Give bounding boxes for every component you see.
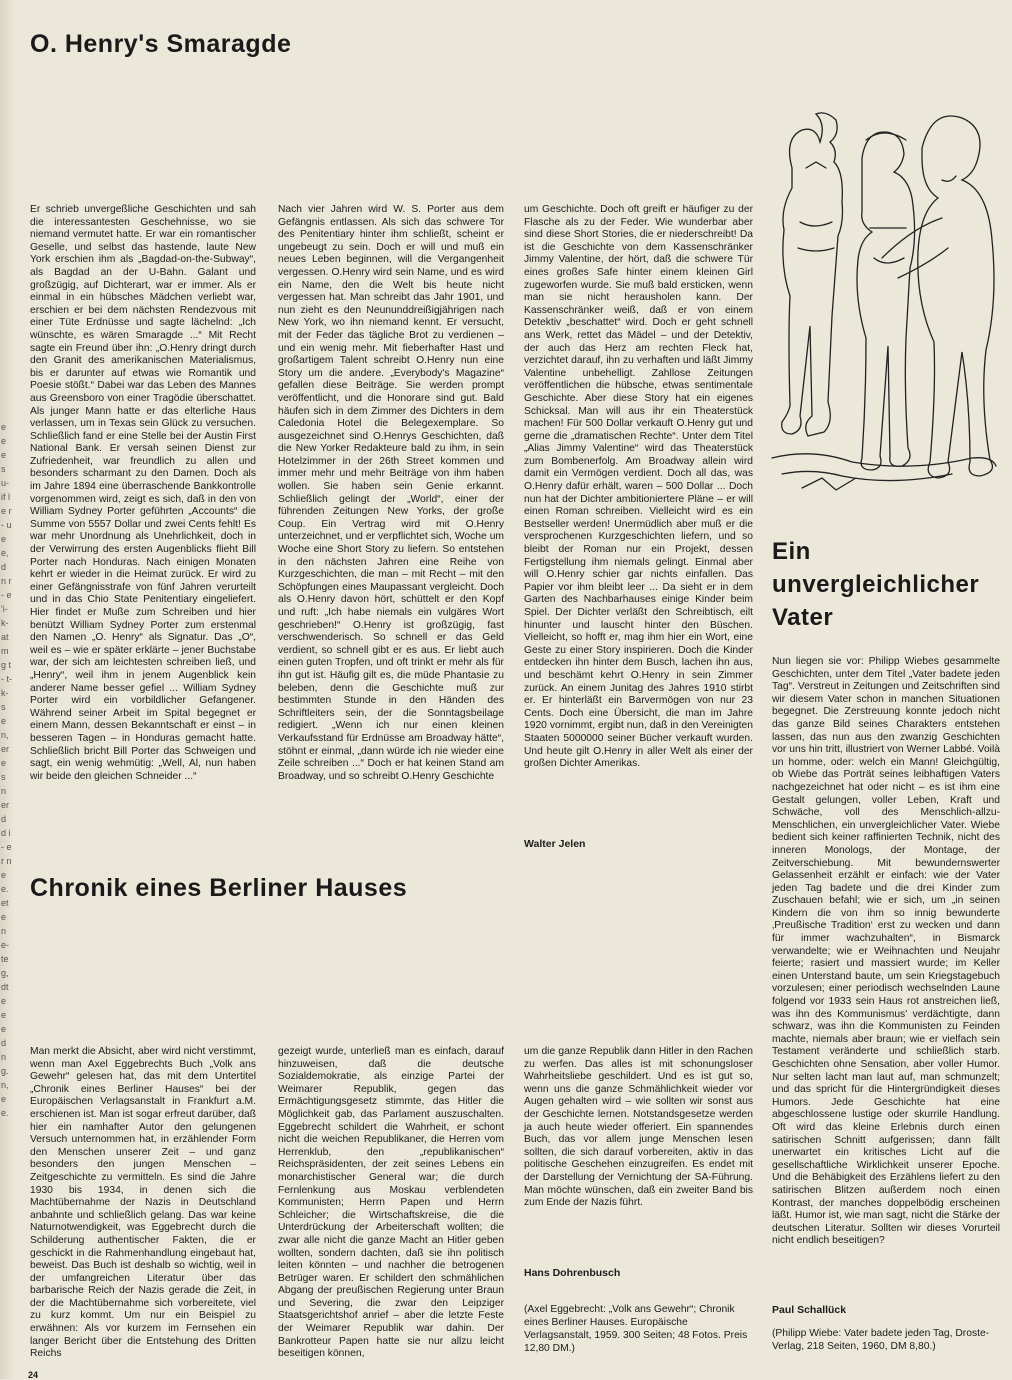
chronik-column-2: gezeigt wurde, unterließ man es einfach, darauf hinzuweisen, daß die deutsche Sozialdemokratie, als einzige Partei der Weimarer Republik, gegen das Ermächtigungsgesetz stimmte, das Hitler die Möglichkeit gab, das Parlament auszuschalten. Eggebrecht schildert die Wahrheit, er schont nicht die weichen Republikaner, die Herren vom Herrenklub, den „republikanischen“ Reichspräsidenten, der zeit seines Lebens ein monarchistischer General war; die durch Fernlenkung aus Moskau verblendeten Kommunisten; Herrn Papen und Herrn Schleicher; die Wirtschaftskreise, die die Unterdrückung der Arbeiterschaft wollten; die zwar alle nicht die ganze Macht an Hitler geben wollten, sondern dachten, daß sie ihn politisch leiten könnten – und nachher die betrogenen Betrüger waren. Er schildert den schmählichen Abgang der preußischen Regierung unter Braun und Severing, die zwar den Leipziger Staatsgerichtshof anrief – aber die letzte Feste der Weimarer Republik war dahin. Der Bankrotteur Papen hatte sie nur allzu leicht beseitigen können, — [278, 1046, 504, 1360]
article-title-vater: Ein unvergleichlicher Vater — [772, 538, 980, 631]
chronik-bibliography: (Axel Eggebrecht: „Volk ans Gewehr“; Chronik eines Berliner Hauses. Europäische Verlagsanstalt, 1959. 300 Seiten; 48 Fotos. Preis 12,80 DM.) — [524, 1304, 748, 1354]
page-gutter — [0, 0, 14, 1379]
ground-scribble — [772, 454, 996, 490]
ohenry-column-3: um Geschichte. Doch oft greift er häufiger zu der Flasche als zu der Feder. Wie wunderbar aber sind diese Short Stories, die er niederschreibt! Da ist die Geschichte von dem Kassenschränker Jimmy Valentine, der hört, daß die schwere Tür eines großes Safe hinter einem kleinen Girl zugeworfen wurde. Sie muß bald ersticken, wenn man sie nicht herausholen kann. Der Kassenschränker weiß, daß er von einem Detektiv „beschattet“ wird. Doch er geht schnell ans Werk, rettet das Mädel – und der Detektiv, der auch das Herz am rechten Fleck hat, verzichtet darauf, ihn zu verhaften und läßt Jimmy Valentine unbehelligt. Zahllose Zeitungen veröffentlichen die hübsche, etwas sentimentale Geschichte. Aber diese Story hat ein eigenes Schicksal. Man will aus ihr ein Theaterstück machen! Für 500 Dollar verkauft O.Henry gut und gerne die „dramatischen Rechte“. Unter dem Titel „Alias Jimmy Valentine“ wird das Theaterstück zum Bombenerfolg. Am Broadway allein wird damit ein Vermögen verdient. Doch all das, was O.Henry dafür erhält, waren – 500 Dollar ... Doch nun hat der Dichter ambitioniertere Pläne – er will einen Roman schreiben. Vielleicht wird es ein Bestseller werden! Unermüdlich aber muß er die versprochenen Kurzgeschichten liefern, und so bleibt der Roman nur ein Projekt, dessen Fertigstellung ihm niemals gelingt. Einmal aber will O.Henry schier gar nichts einfallen. Das Papier vor ihm bleibt leer ... Da sieht er in dem Garten des Nachbarhauses einige Kinder beim Spiel. Der Dichter verläßt den Schreibtisch, eilt hinunter und lauscht hinter den Büschen. Vielleicht, so hofft er, mag ihm hier ein Wort, eine Geste zu einer Story inspirieren. Doch die Kinder entdecken ihn hinter dem Busch, lachen ihn aus, und beschämt kehrt O.Henry in sein Zimmer zurück. An einem Junitag des Jahres 1910 stirbt er. Er hinterläßt ein Barvermögen von nur 23 Cents. Doch eine Übersicht, die man im Jahre 1920 vornimmt, ergibt nun, daß in den Vereinigten Staaten 5000000 seiner Bücher verkauft wurden. Und heute gilt O.Henry in aller Welt als einer der großen Dichter Amerikas. — [524, 204, 753, 770]
vater-author: Paul Schallück — [772, 1304, 847, 1316]
gutter-text-fragments: e e e s u- if le r- u e e, d n r- e 'i- k- at m g t- t- k- s e n, er e s n er d d i- er n e e. et e n e- te g, dt e e e d n g. n, e e. — [1, 422, 15, 1118]
chronik-author: Hans Dohrenbusch — [524, 1267, 621, 1279]
chronik-column-3: um die ganze Republik dann Hitler in den Rachen zu werfen. Das alles ist mit schonungsloser Wahrheitsliebe geschildert. Und es ist gut so, wenn uns die ganze Schmählichkeit wieder vor Augen gehalten wird – wie sollten wir sonst aus der Geschichte lernen. Notstandsgesetze werden ja auch heute wieder offeriert. Ein spannendes Buch, das vor allem junge Menschen lesen sollten, die sich darauf vorbereiten, aktiv in das politische Geschehen einzugreifen. Es endet mit der Darstellung der Vernichtung der SA-Führung. Man möchte wünschen, daß ein zweiter Band bis zum Ende der Nazis führt. — [524, 1046, 753, 1209]
ohenry-column-2: Nach vier Jahren wird W. S. Porter aus dem Gefängnis entlassen. Als sich das schwere Tor des Penitentiary hinter ihm schließt, scheint er ungebeugt zu sein. Doch er will und muß ein neues Leben beginnen, will die Vergangenheit vergessen. O.Henry wird sein Name, und es wird ein Name, den die Welt bis heute nicht vergessen hat. Man schreibt das Jahr 1901, und nun zieht es den Neununddreißigjährigen nach New York, wo ihn niemand kennt. Er versucht, mit der Feder das tägliche Brot zu verdienen – und ein wenig mehr. Mit fieberhafter Hast und großartigem Talent schreibt O.Henry nun eine Story um die andere. „Everybody's Magazine“ gefallen diese Beiträge. Sie werden prompt veröffentlicht, und die Honorare sind gut. Bald häufen sich in dem Zimmer des Dichters in dem Caledonia Hotel die Belegexemplare. So ausgezeichnet sind O.Henrys Geschichten, daß die New Yorker Redakteure bald zu ihm, in sein Hotelzimmer in der 26th Street kommen und immer mehr und mehr Beiträge von ihm haben wollen. Sie haben sein Genie erkannt. Schließlich gelingt der „World“, einer der führenden Zeitungen New Yorks, der große Coup. Ein Vertrag wird mit O.Henry unterzeichnet, und er verpflichtet sich, Woche um Woche eine Short Story zu liefern. So entstehen in den nächsten Jahren eine Reihe von Kurzgeschichten, die man – mit Recht – mit den Schöpfungen eines Maupassant vergleicht. Doch als O.Henry davon hört, schüttelt er den Kopf und ruft: „Ich habe niemals ein vulgäres Wort geschrieben!“ O.Henry ist großzügig, fast verschwenderisch. So schnell er das Geld verdient, so schnell gibt er es aus. Er liebt auch einen guten Tropfen, und oft trinkt er mehr als für ihn gut ist. Häufig gilt es, die müde Phantasie zu beleben, denn die Geschichte muß zur bestimmten Stunde in den Händen des Schriftleiters sein, der die Sonntagsbeilage redigiert. „Wenn ich nur einen kleinen Verkaufsstand für Erdnüsse am Broadway hätte“, stöhnt er einmal, „dann würde ich nie wieder eine Zeile schreiben ...“ Doch er hat keinen Stand am Broadway, und so schreibt O.Henry Geschichte — [278, 204, 504, 782]
vater-body: Nun liegen sie vor: Philipp Wiebes gesammelte Geschichten, unter dem Titel „Vater badete jeden Tag“. Verstreut in Zeitungen und Zeitschriften sind wir diesem Vater schon in manchen Situationen begegnet. Die Zerstreuung konnte jedoch nicht das ganze Bild seines Charakters entstehen lassen, das nun aus den zwanzig Geschichten vor uns hin tritt, illustriert von Werner Labbé. Voilà un homme, oder: welch ein Mann! Gleichgültig, ob Wiebe das Porträt seines leibhaftigen Vaters nachgezeichnet hat oder nicht – es ist ihm eine Gestalt gelungen, voller Leben, Kraft und Schwäche, voll des Menschlich-allzu-Menschlichen, ein unvergleichlicher Vater. Wiebe bedient sich keiner raffinierten Technik, nicht des inneren Monologs, der Montage, der Zeitverschiebung. Mit bewundernswerter Gelassenheit erzählt er einfach: wie der Vater jeden Tag badete und die drei Kinder zum Zuschauen befahl; wie er sich, um „in seinen Kindern die von ihm so innig bewunderte ‚Preußische Tradition‘ erst zu wecken und dann für immer wachzuhalten“, in Bismarck verwandelte; wie er Weihnachten und Neujahr feierte; rasiert und massiert wurde; im Keller einen Unterstand baute, um sein Kriegstagebuch vorzulesen; einer periodisch wechselnden Laune folgend vor 1933 sein Haus rot anstreichen ließ, was ihn des Kommunismus' verdächtigte, dann schwarz, was ihn die Kommunisten zu Feinden machte, niemals aber braun; wie er vielfach sein Testament veränderte und schließlich starb. Geschichten ohne Sensation, aber voller Humor. Nur selten lacht man laut auf, man schmunzelt; und das spricht für die Hintergründigkeit dieses Humors. Jede Geschichte hat eine abgeschlossene lustige oder skurrile Handlung. Oft wird das kleine Erlebnis durch einen satirischen Schnitt aufgerissen; dann fällt unerwartet ein kritisches Licht auf die gesellschaftliche Wirklichkeit unserer Epoche. Und die Behäbigkeit des Erzählens liefert zu den satirischen Blitzen außerdem noch einen Kontrast, der manches doppelbödig erscheinen läßt. Humor ist, wie man sagt, nicht die Stärke der deutschen Literatur. Sollten wir dieses Vorurteil nicht endlich beseitigen? — [772, 656, 1000, 1247]
chronik-column-1: Man merkt die Absicht, aber wird nicht verstimmt, wenn man Axel Eggebrechts Buch „Volk ans Gewehr“ gelesen hat, das mit dem Untertitel „Chronik eines Berliner Hauses“ bei der Europäischen Verlagsanstalt in Frankfurt a.M. erschienen ist. Man ist sogar erfreut darüber, daß hier ein namhafter Autor den gelungenen Versuch unternommen hat, in erzählender Form den Menschen unserer Zeit – und ganz besonders den jungen Menschen – Zeitgeschichte zu vermitteln. Es sind die Jahre 1930 bis 1934, in denen sich die Machtübernahme der Nazis in Deutschland anbahnte und schließlich gelang. Das war keine Naturnotwendigkeit, was Eggebrecht durch die Schilderung authentischer Fakten, die er geschickt in die Rahmenhandlung eingebaut hat, beweist. Das Buch ist deshalb so wichtig, weil in der umfangreichen Literatur über das barbarische Reich der Nazis gerade die Zeit, in der die Machtübernahme sich vorbereitete, viel zu kurz kommt. Um nur ein Beispiel zu erwähnen: Als vor kurzem im Fernsehen ein langer Bericht über die Entstehung des Dritten Reichs — [30, 1046, 256, 1360]
ohenry-author: Walter Jelen — [524, 838, 586, 850]
article-title-ohenry: O. Henry's Smaragde — [30, 30, 292, 58]
officers-illustration — [762, 18, 1002, 518]
officer-figure-middle — [857, 132, 915, 470]
officer-figure-right — [918, 116, 994, 478]
article-title-chronik: Chronik eines Berliner Hauses — [30, 874, 408, 902]
ohenry-column-1: Er schrieb unvergeßliche Geschichten und sah die interessantesten Geschehnisse, wo sie niemand vermutet hatte. Er war ein romantischer Geselle, und selbst das hastende, laute New York erschien ihm als „Bagdad-on-the-Subway“, als Bagdad an der U-Bahn. Galant und großzügig, auf Dichterart, war er immer. Als er einmal in ein hübsches Mädchen verliebt war, erschien er bei dem nächsten Rendezvous mit einer Tüte Erdnüsse und sagte lächelnd: „Ich wünschte, es wären Smaragde ...“ Mit Recht sagte ein Freund über ihn: „O.Henry dringt durch den Granit des amerikanischen Materialismus, bis er darunter auf etwas wie Romantik und Poesie stößt.“ Dabei war das Leben des Mannes aus Greensboro von einer Tragödie überschattet. Als junger Mann hatte er das elterliche Haus verlassen, um in Texas sein Glück zu versuchen. Schließlich fand er eine Stelle bei der Austin First National Bank. Er versah seinen Dienst zur Zufriedenheit, war freundlich zu allen und besonders scharmant zu den Damen. Doch als im Jahre 1894 eine überraschende Bankkontrolle vorgenommen wird, zeigt es sich, daß in den von William Sydney Porter geführten „Accounts“ die Summe von 5557 Dollar und zwei Cents fehlt! Es war mehr Unordnung als Unehrlichkeit, doch in der Verwirrung des ersten Augenblicks flieht Bill Porter nach Honduras. Nach einigen Monaten kehrt er wieder in die Heimat zurück. Er wird zu einer Gefängnisstrafe von fünf Jahren verurteilt und in das Chio State Penitentiary eingeliefert. Hier findet er Muße zum Schreiben und hier benützt William Sydney Porter zum erstenmal den Namen „O. Henry“ als Signatur. Das „O“, weil es – wie er später erklärte – jener Buchstabe war, der sich am leichtesten schreiben ließ, und „Henry“, weil ihm in jenem Augenblick kein anderer Name besser gefiel ... William Sydney Porter wird ein vorbildlicher Gefangener. Während seiner Arbeit im Spital begegnet er einem Mann, dessen Bekanntschaft er einst – in besseren Tagen – in Honduras gemacht hatte. Schließlich bricht Bill Porter das Schweigen und sagt, ein wenig wehmütig: „Well, Al, nun haben wir beide den gleichen Schneider ...“ — [30, 204, 256, 782]
page-number: 24 — [28, 1370, 39, 1380]
officer-figure-left — [782, 113, 843, 436]
vater-bibliography: (Philipp Wiebe: Vater badete jeden Tag, Droste-Verlag, 218 Seiten, 1960, DM 8,80.) — [772, 1328, 990, 1352]
